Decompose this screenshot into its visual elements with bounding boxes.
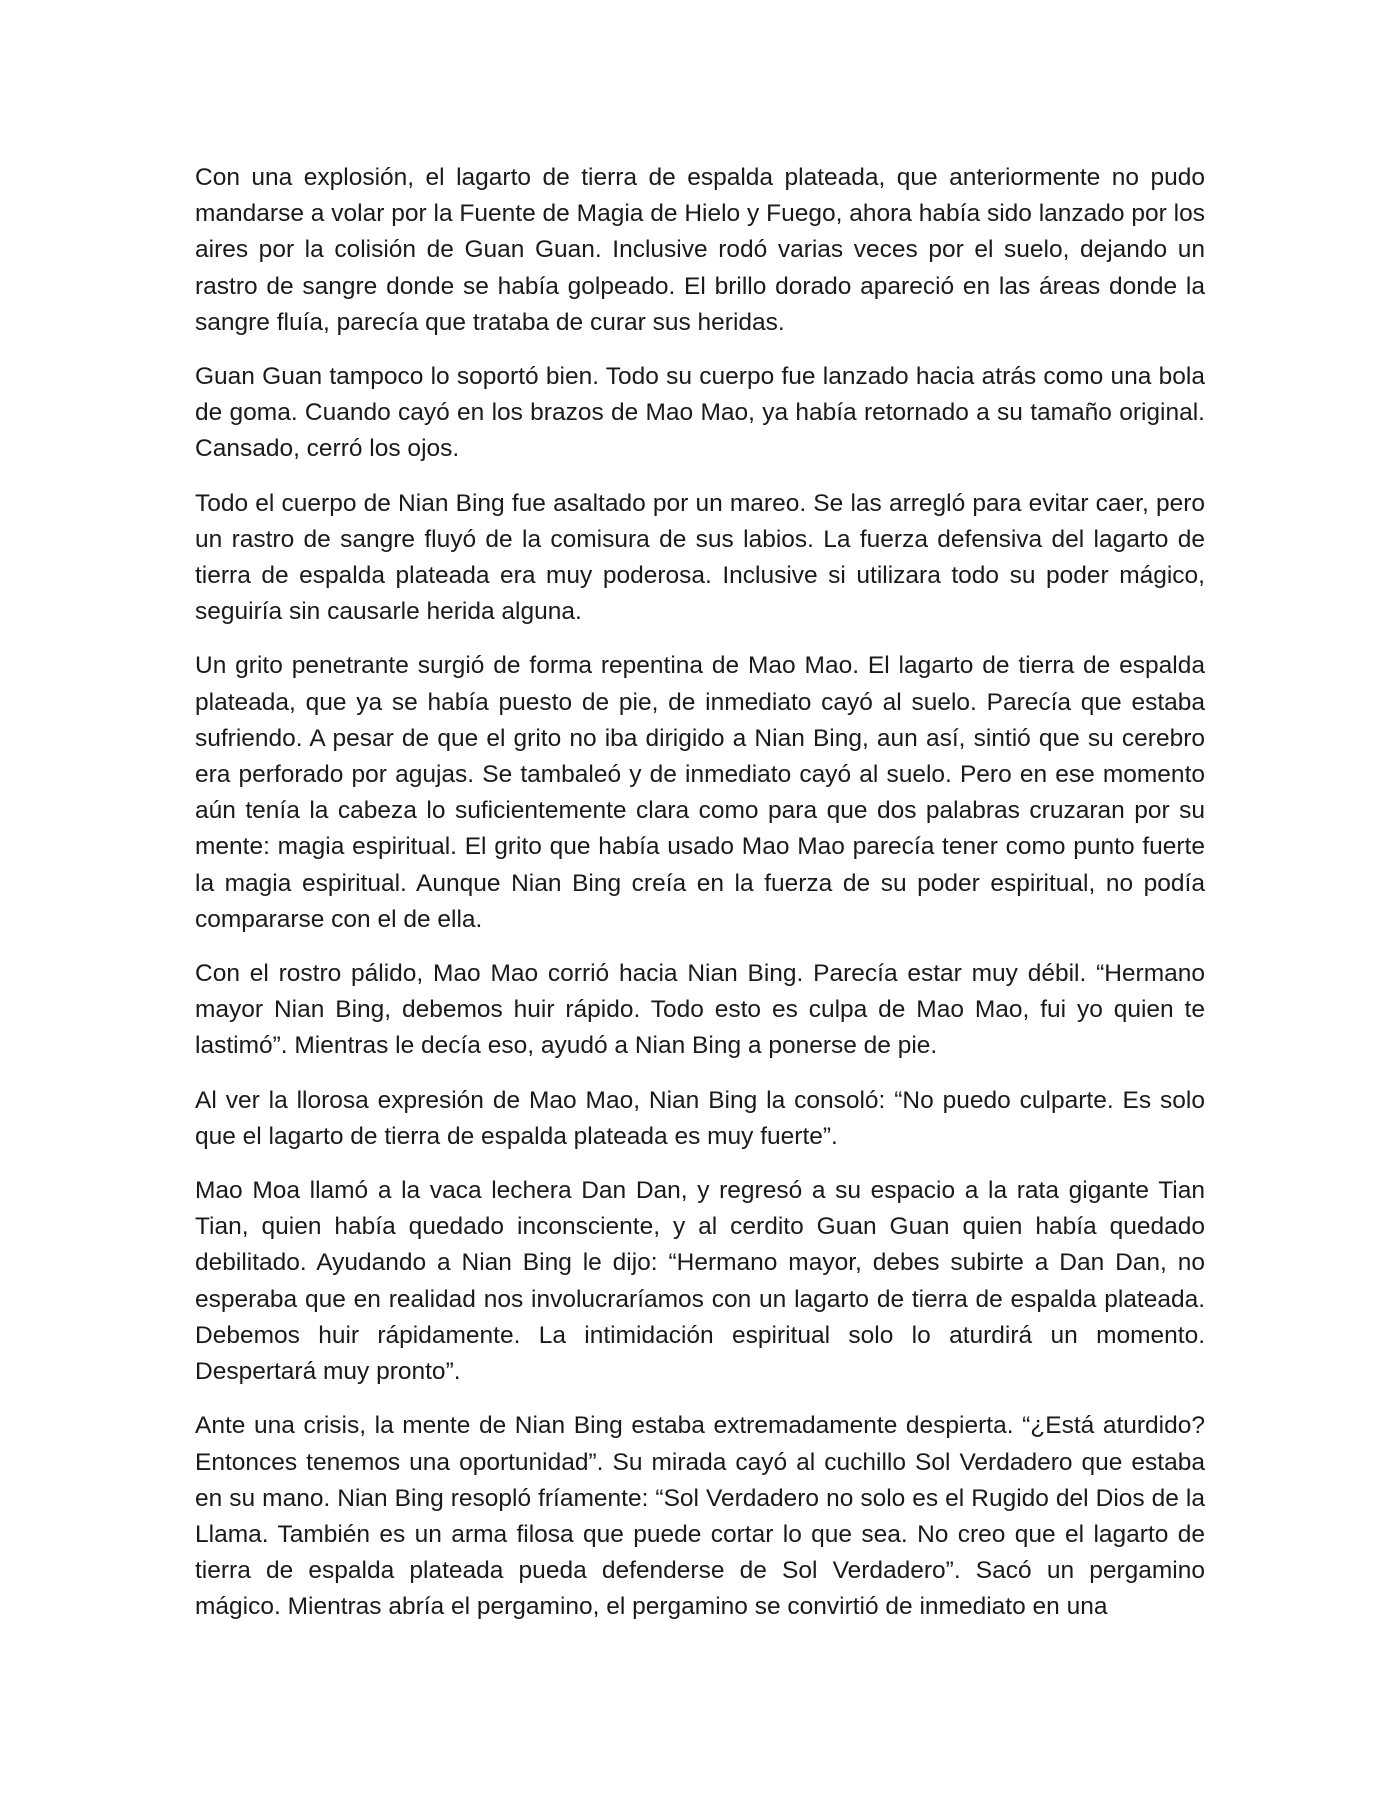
paragraph-mao-mao-runs: Con el rostro pálido, Mao Mao corrió hacia Nian Bing. Parecía estar muy débil. “Hermano mayor Nian Bing, debemos huir rápido. Todo esto es culpa de Mao Mao, fui yo quien te lastimó”. Mientras le decía eso, ayudó a Nian Bing a ponerse de pie.	[195, 960, 1205, 1060]
paragraph-dan-dan: Mao Moa llamó a la vaca lechera Dan Dan, y regresó a su espacio a la rata gigante Tian Tian, quien había quedado inconsciente, y al cerdito Guan Guan quien había quedado debilitado. Ayudando a Nian Bing le dijo: “Hermano mayor, debes subirte a Dan Dan, no esperaba que en realidad nos involucraríamos con un lagarto de tierra de espalda plateada. Debemos huir rápidamente. La intimidación espiritual solo lo aturdirá un momento. Despertará muy pronto”.	[195, 1177, 1205, 1386]
paragraph-scream: Un grito penetrante surgió de forma repentina de Mao Mao. El lagarto de tierra de espalda plateada, que ya se había puesto de pie, de inmediato cayó al suelo. Parecía que estaba sufriendo. A pesar de que el grito no iba dirigido a Nian Bing, aun así, sintió que su cerebro era perforado por agujas. Se tambaleó y de inmediato cayó al suelo. Pero en ese momento aún tenía la cabeza lo suficientemente clara como para que dos palabras cruzaran por su mente: magia espiritual. El grito que había usado Mao Mao parecía tener como punto fuerte la magia espiritual. Aunque Nian Bing creía en la fuerza de su poder espiritual, no podía compararse con el de ella.	[195, 652, 1205, 933]
paragraph-guan-guan: Guan Guan tampoco lo soportó bien. Todo su cuerpo fue lanzado hacia atrás como una bola de goma. Cuando cayó en los brazos de Mao Mao, ya había retornado a su tamaño original. Cansado, cerró los ojos.	[195, 363, 1205, 463]
paragraph-crisis: Ante una crisis, la mente de Nian Bing estaba extremadamente despierta. “¿Está aturdido? Entonces tenemos una oportunidad”. Su mirada cayó al cuchillo Sol Verdadero que estaba en su mano. Nian Bing resopló fríamente: “Sol Verdadero no solo es el Rugido del Dios de la Llama. También es un arma filosa que puede cortar lo que sea. No creo que el lagarto de tierra de espalda plateada pueda defenderse de Sol Verdadero”. Sacó un pergamino mágico. Mientras abría el pergamino, el pergamino se convirtió de inmediato en una	[195, 1412, 1205, 1621]
paragraph-nian-bing-dizzy: Todo el cuerpo de Nian Bing fue asaltado por un mareo. Se las arregló para evitar caer, pero un rastro de sangre fluyó de la comisura de sus labios. La fuerza defensiva del lagarto de tierra de espalda plateada era muy poderosa. Inclusive si utilizara todo su poder mágico, seguiría sin causarle herida alguna.	[195, 489, 1205, 626]
paragraph-consoles: Al ver la llorosa expresión de Mao Mao, Nian Bing la consoló: “No puedo culparte. Es solo que el lagarto de tierra de espalda plateada es muy fuerte”.	[195, 1086, 1205, 1150]
document-page	[195, 160, 1205, 1626]
paragraph-explosion: Con una explosión, el lagarto de tierra de espalda plateada, que anteriormente no pudo mandarse a volar por la Fuente de Magia de Hielo y Fuego, ahora había sido lanzado por los aires por la colisión de Guan Guan. Inclusive rodó varias veces por el suelo, dejando un rastro de sangre donde se había golpeado. El brillo dorado apareció en las áreas donde la sangre fluía, parecía que trataba de curar sus heridas.	[195, 164, 1205, 336]
